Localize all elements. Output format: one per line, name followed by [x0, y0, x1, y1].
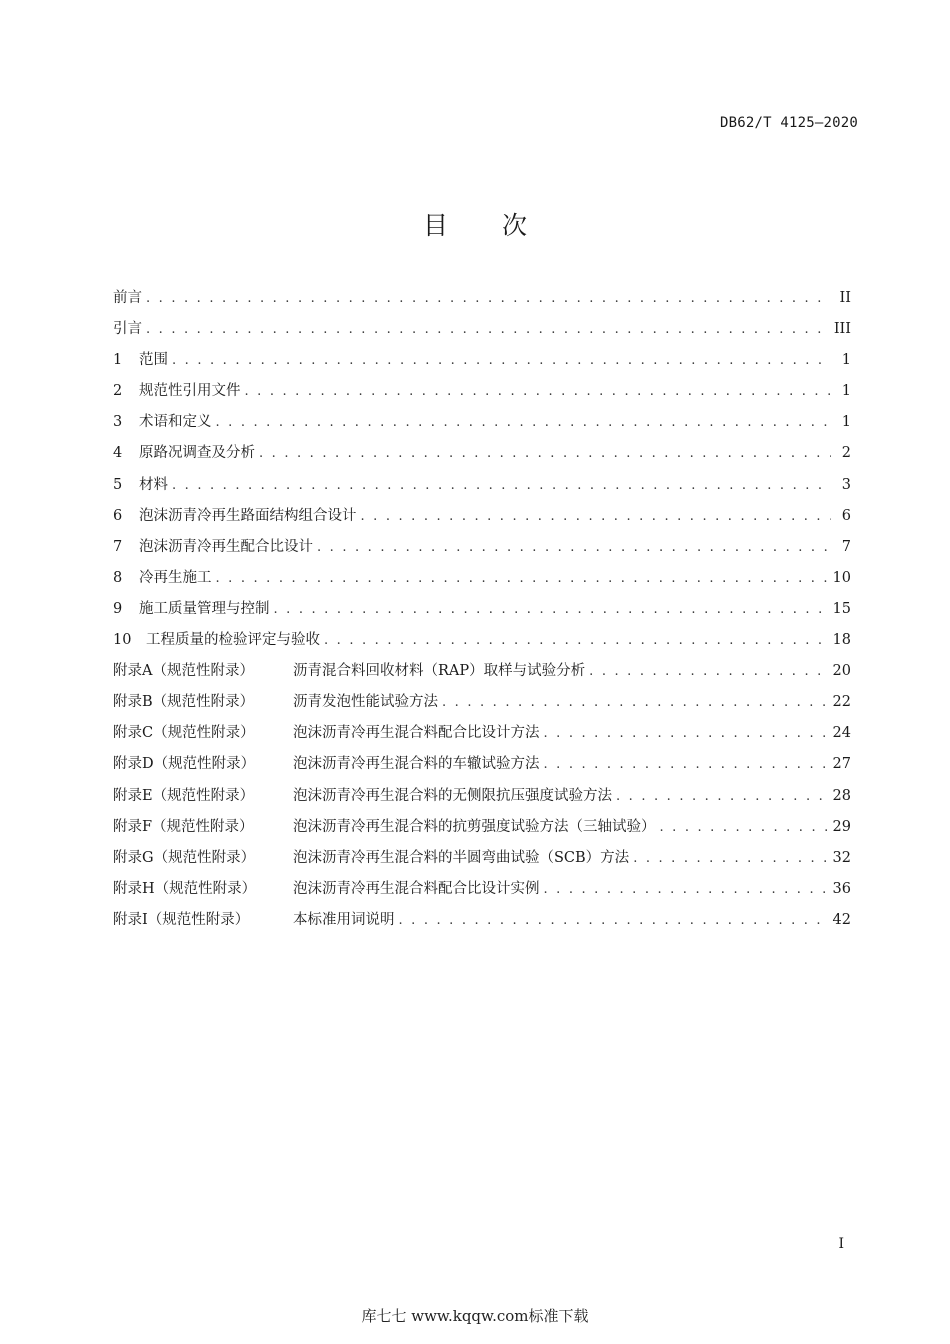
toc-leader-dots [146, 314, 828, 345]
toc-section-number: 10 [113, 632, 132, 649]
toc-label: 工程质量的检验评定与验收 [146, 632, 320, 649]
toc-label: 施工质量管理与控制 [139, 600, 270, 617]
toc-leader-dots [399, 905, 827, 936]
toc-page-number: 29 [832, 818, 851, 835]
toc-section-number: 7 [113, 538, 123, 555]
toc-entry-appendix-a[interactable] [113, 656, 851, 687]
toc-label: 泡沫沥青冷再生路面结构组合设计 [139, 507, 357, 524]
toc-page-number: 22 [832, 694, 851, 711]
toc-leader-dots [317, 532, 831, 563]
toc-entry-section-3[interactable] [113, 407, 851, 438]
toc-appendix-label: 附录A（规范性附录） [113, 663, 254, 680]
toc-label: 规范性引用文件 [139, 383, 241, 400]
toc-entry-appendix-g[interactable] [113, 843, 851, 874]
toc-leader-dots [589, 656, 826, 687]
toc-leader-dots [660, 812, 827, 843]
toc-label: 引言 [113, 321, 142, 338]
toc-page-number: 24 [832, 725, 851, 742]
toc-label: 泡沫沥青冷再生混合料配合比设计方法 [293, 725, 540, 742]
toc-entry-section-7[interactable] [113, 532, 851, 563]
toc-leader-dots [172, 470, 831, 501]
toc-label: 范围 [139, 352, 168, 369]
standard-code: DB62/T 4125—2020 [719, 115, 858, 131]
toc-entry-section-10[interactable] [113, 625, 851, 656]
page-title: 目次 [422, 211, 581, 240]
toc-entry-appendix-c[interactable] [113, 718, 851, 749]
toc-entry-appendix-f[interactable] [113, 812, 851, 843]
watermark-text: 库七七 www.kqqw.com标准下载 [361, 1307, 589, 1325]
toc-entry-section-8[interactable] [113, 563, 851, 594]
toc-page-number: 42 [832, 911, 851, 928]
toc-section-number: 4 [113, 445, 123, 462]
toc-entry-appendix-h[interactable] [113, 874, 851, 905]
toc-leader-dots [442, 687, 827, 718]
toc-label: 泡沫沥青冷再生混合料的无侧限抗压强度试验方法 [293, 787, 612, 804]
toc-page-number: 3 [841, 476, 851, 493]
toc-appendix-label: 附录E（规范性附录） [113, 787, 255, 804]
toc-page-number: 7 [841, 538, 851, 555]
toc-page-number: 1 [841, 383, 851, 400]
toc-page-number: 6 [841, 507, 851, 524]
toc-leader-dots [274, 594, 827, 625]
toc-entry-section-4[interactable] [113, 438, 851, 469]
toc-appendix-label: 附录B（规范性附录） [113, 694, 255, 711]
toc-leader-dots [633, 843, 826, 874]
toc-page-number: 1 [841, 352, 851, 369]
toc-entry-section-6[interactable] [113, 501, 851, 532]
toc-page-number: 10 [832, 569, 851, 586]
toc-entry-section-5[interactable] [113, 470, 851, 501]
toc-entry-appendix-b[interactable] [113, 687, 851, 718]
toc-appendix-label: 附录F（规范性附录） [113, 818, 254, 835]
toc-leader-dots [216, 407, 832, 438]
toc-label: 泡沫沥青冷再生混合料的抗剪强度试验方法（三轴试验） [293, 818, 656, 835]
toc-entry-introduction[interactable] [113, 314, 851, 345]
toc-label: 沥青发泡性能试验方法 [293, 694, 438, 711]
toc-leader-dots [361, 501, 832, 532]
toc-appendix-label: 附录G（规范性附录） [113, 849, 256, 866]
toc-leader-dots [324, 625, 827, 656]
toc-label: 沥青混合料回收材料（RAP）取样与试验分析 [293, 663, 586, 680]
toc-label: 泡沫沥青冷再生混合料配合比设计实例 [293, 880, 540, 897]
toc-section-number: 3 [113, 414, 123, 431]
toc-entry-section-9[interactable] [113, 594, 851, 625]
toc-entry-appendix-d[interactable] [113, 749, 851, 780]
toc-section-number: 5 [113, 476, 123, 493]
toc-label: 术语和定义 [139, 414, 212, 431]
toc-section-number: 2 [113, 383, 123, 400]
toc-appendix-label: 附录I（规范性附录） [113, 911, 250, 928]
toc-label: 原路况调查及分析 [139, 445, 255, 462]
toc-page-number: II [839, 290, 851, 306]
toc-page-number: III [833, 321, 851, 338]
toc-leader-dots [172, 345, 831, 376]
toc-page-number: 32 [832, 849, 851, 866]
toc-leader-dots [259, 438, 831, 469]
toc-label: 材料 [139, 476, 168, 493]
toc-entry-section-2[interactable] [113, 376, 851, 407]
toc-entry-appendix-i[interactable] [113, 905, 851, 936]
toc-label: 泡沫沥青冷再生配合比设计 [139, 538, 313, 555]
toc-leader-dots [544, 749, 827, 780]
toc-section-number: 1 [113, 352, 123, 369]
toc-section-number: 6 [113, 507, 123, 524]
toc-page-number: 15 [832, 600, 851, 617]
toc-page-number: 28 [832, 787, 851, 804]
toc-label: 冷再生施工 [139, 569, 212, 586]
toc-leader-dots [616, 781, 827, 812]
toc-section-number: 9 [113, 600, 123, 617]
toc-entry-appendix-e[interactable] [113, 781, 851, 812]
toc-label: 泡沫沥青冷再生混合料的半圆弯曲试验（SCB）方法 [293, 849, 630, 866]
toc-leader-dots [544, 718, 827, 749]
toc-page-number: 36 [832, 880, 851, 897]
toc-appendix-label: 附录C（规范性附录） [113, 725, 255, 742]
toc-page-number: 2 [841, 445, 851, 462]
toc-appendix-label: 附录H（规范性附录） [113, 880, 257, 897]
toc-entry-section-1[interactable] [113, 345, 851, 376]
toc-entry-foreword[interactable] [113, 283, 851, 314]
toc-appendix-label: 附录D（规范性附录） [113, 756, 256, 773]
toc-page-number: 27 [832, 756, 851, 773]
toc-leader-dots [146, 283, 831, 314]
toc-label: 本标准用词说明 [293, 911, 395, 928]
toc-page-number: 1 [841, 414, 851, 431]
toc-leader-dots [544, 874, 827, 905]
toc-page-number: 20 [832, 663, 851, 680]
table-of-contents [113, 283, 851, 936]
toc-page-number: 18 [832, 632, 851, 649]
toc-leader-dots [245, 376, 832, 407]
toc-label: 泡沫沥青冷再生混合料的车辙试验方法 [293, 756, 540, 773]
toc-section-number: 8 [113, 569, 123, 586]
toc-label: 前言 [113, 290, 142, 306]
toc-leader-dots [216, 563, 827, 594]
page-number: I [838, 1236, 844, 1252]
